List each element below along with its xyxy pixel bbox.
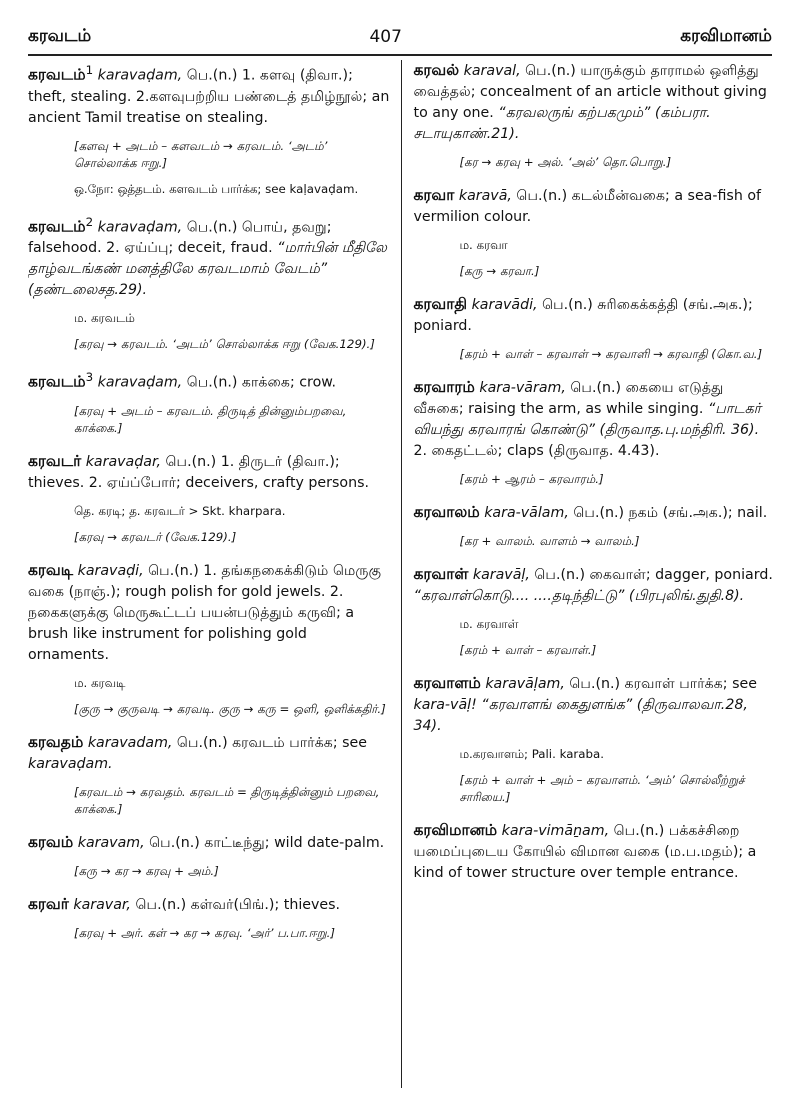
- definition-text-2: 2. கைதட்டல்; claps (திருவாத. 4.43).: [413, 443, 660, 459]
- entry-definition: [414, 185, 777, 228]
- entry-definition: [414, 60, 777, 145]
- definition-text: பெ.(n.) பொய், தவறு; falsehood. 2. ஏய்ப்பு; deceit, fraud.: [28, 219, 332, 257]
- headword: கரவடம்: [28, 65, 86, 84]
- homonym-number: 1: [85, 63, 94, 77]
- transliteration: karavādi,: [471, 297, 538, 313]
- entry-definition: [414, 294, 777, 337]
- transliteration: karavadam,: [87, 735, 173, 752]
- page-header: [28, 24, 772, 50]
- headword: கரவாலம்: [413, 503, 480, 521]
- transliteration: karavaḍam,: [97, 219, 183, 236]
- etymology: [கரவு → கரவடம். ‘அடம்’ சொல்லாக்க ஈறு (வேக.129).]: [74, 337, 375, 352]
- etymology: [கரு → கரவா.]: [459, 264, 540, 278]
- entry-definition: [28, 894, 391, 916]
- entry-definition: [414, 564, 777, 607]
- transliteration: karavāḷam,: [485, 676, 565, 692]
- entry-definition: [414, 820, 777, 884]
- headword: கரவிமானம்: [413, 821, 498, 839]
- definition-text: பெ.(n.) கள்வர்(பிங்.); thieves.: [130, 897, 341, 914]
- transliteration: kara-vimāṉam,: [501, 823, 610, 839]
- etymology: [கர → கரவு + அல். ‘அல்’ தொ.பொறு.]: [459, 155, 672, 169]
- etymology: [குரு → குருவடி → கரவடி. குரு → கரு = ஒளி, ஒளிக்கதிர்.]: [74, 702, 386, 717]
- transliteration: karavaḍam,: [97, 375, 183, 392]
- etymology: [கரவு + அர். கள் → கர → கரவு. ‘அர்’ ப.பா.ஈறு.]: [74, 926, 335, 941]
- header-left-guideword: கரவடம்: [28, 26, 92, 46]
- homonym-number: 3: [85, 370, 94, 385]
- dictionary-entry: [414, 294, 777, 363]
- entry-definition: [28, 832, 391, 854]
- entry-definition: [28, 560, 391, 666]
- definition-text: பெ.(n.) 1. தங்கநகைக்கிடும் மெருகு வகை (நாஞ்.); rough polish for gold jewels. 2. நகைகளுக்கு மெருகூட்டப் பயன்படுத்தும் கருவி; a brush like instrument for polishing gold ornaments.: [28, 563, 382, 664]
- dictionary-entry: [28, 894, 391, 942]
- page-number: 407: [369, 27, 402, 47]
- definition-text: பெ.(n.) காட்டீந்து; wild date-palm.: [144, 835, 385, 852]
- dictionary-entry: [28, 732, 391, 818]
- definition-text: பெ.(n.) கரவடம் பார்க்க; see: [172, 735, 367, 752]
- etymology: [களவு + அடம் – களவடம் → கரவடம். ‘அடம்’ சொல்லாக்க ஈறு.]: [74, 138, 328, 170]
- header-rule: [28, 54, 772, 56]
- entry-definition: [414, 377, 777, 462]
- definition-text: பெ.(n.) யாருக்கும் தாராமல் ஒளித்து வைத்தல்; concealment of an article without giving to any one.: [413, 63, 767, 121]
- dictionary-entry: [414, 185, 777, 280]
- etymology: [கரவு + அடம் – கரவடம். திருடித் தின்னும்பறவை, காக்கை.]: [74, 404, 347, 436]
- entry-definition: [28, 60, 391, 129]
- transliteration: karaval,: [463, 63, 521, 79]
- entry-definition: [28, 367, 391, 394]
- transliteration: karavāḷ,: [472, 567, 530, 583]
- dictionary-entry: [28, 367, 391, 437]
- citation: “கரவலருங் கற்பகமும்” (கம்பரா. சடாயுகாண்.21).: [413, 105, 711, 142]
- definition-text: பெ.(n.) பக்கச்சிறை யமைப்புடைய கோயில் விமான வகை (ம.ப.மதம்); a kind of tower structure over temple entrance.: [413, 823, 757, 881]
- headword: கரவாரம்: [413, 378, 475, 396]
- cognates: ம. கரவடம்: [74, 311, 135, 326]
- definition-text: பெ.(n.) நகம் (சங்.அக.); nail.: [568, 505, 768, 521]
- entry-definition: [28, 732, 391, 775]
- dictionary-entry: [414, 820, 777, 884]
- etymology: [கரம் + வாள் – கரவாள்.]: [459, 643, 597, 657]
- headword: கரவடர்: [28, 452, 82, 471]
- definition-text: பெ.(n.) கடல்மீன்வகை; a sea-fish of vermilion colour.: [413, 188, 761, 225]
- citation: “பாடகர் வியந்து கரவாரங் கொண்டு” (திருவாத.பு.மந்திரி. 36).: [413, 401, 762, 438]
- header-right-guideword: கரவிமானம்: [680, 26, 772, 46]
- definition-text: பெ.(n.) 1. திருடர் (திவா.); thieves. 2. ஏய்ப்போர்; deceivers, crafty persons.: [28, 454, 369, 492]
- headword: கரவம்: [28, 833, 74, 852]
- dictionary-entry: [28, 451, 391, 546]
- entry-definition: [414, 673, 777, 737]
- entry-definition: [28, 451, 391, 494]
- transliteration: karavar,: [73, 897, 131, 914]
- transliteration: karavā,: [458, 188, 512, 204]
- citation: “கரவாள்கொடு.... ....தடிந்திட்டு” (பிரபுலிங்.துதி.8).: [413, 588, 745, 604]
- transliteration: kara-vālam,: [484, 505, 569, 521]
- transliteration: kara-vāram,: [479, 380, 566, 396]
- definition-text: பெ.(n.) சுரிகைக்கத்தி (சங்.அக.); poniard.: [413, 297, 753, 334]
- etymology: [கரவடம் → கரவதம். கரவடம் = திருடித்தின்னும் பறவை, காக்கை.]: [74, 785, 380, 817]
- cognates: ம. கரவடி: [74, 676, 126, 691]
- etymology: [கரு → கர → கரவு + அம்.]: [74, 864, 219, 879]
- etymology: [கரம் + ஆரம் – கரவாரம்.]: [459, 472, 604, 486]
- headword: கரவர்: [28, 895, 69, 914]
- citation: kara-vāḷ! “கரவாளங் கைதுளங்க” (திருவாலவா.28, 34).: [413, 697, 748, 734]
- definition-text: பெ.(n.) கையை எடுத்து வீசுகை; raising the arm, as while singing.: [413, 380, 724, 417]
- definition-text: பெ.(n.) 1. களவு (திவா.); theft, stealing. 2.களவுபற்றிய பண்டைத் தமிழ்நூல்; an ancient Tamil treatise on stealing.: [28, 67, 390, 126]
- transliteration: karavaḍar,: [85, 454, 161, 471]
- headword: கரவாள்: [413, 565, 469, 583]
- transliteration: karavaḍi,: [77, 563, 144, 580]
- headword: கரவல்: [413, 61, 460, 79]
- homonym-number: 2: [85, 214, 94, 229]
- right-column: [401, 60, 777, 1088]
- definition-text: பெ.(n.) காக்கை; crow.: [182, 375, 337, 392]
- cognates: ம. கரவா: [459, 238, 508, 252]
- definition-text: பெ.(n.) கரவாள் பார்க்க; see: [564, 676, 757, 692]
- dictionary-entry: [28, 560, 391, 718]
- dictionary-entry: [414, 673, 777, 806]
- cognates: ம.கரவாளம்; Pali. karaba.: [459, 747, 604, 761]
- headword: கரவா: [413, 186, 455, 204]
- etymology: [கர + வாலம். வாளம் → வாலம்.]: [459, 534, 640, 548]
- headword: கரவதம்: [28, 733, 84, 752]
- etymology: [கரம் + வாள் – கரவாள் → கரவாளி → கரவாதி (கொ.வ.]: [459, 347, 763, 361]
- citation: “மார்பின் மீதிலே தாழ்வடங்கண் மனத்திலே கரவடமாம் வேடம்” (தண்டலைசத.29).: [28, 240, 387, 299]
- transliteration: karavaḍam,: [97, 67, 183, 84]
- etymology: [கரவு → கரவடர் (வேக.129).]: [74, 530, 237, 545]
- left-column: [28, 60, 401, 1088]
- dictionary-entry: [28, 212, 391, 354]
- cognates: தெ. கரடி; த. கரவடர் > Skt. kharpara.: [74, 504, 286, 519]
- transliteration: karavam,: [77, 835, 145, 852]
- dictionary-entry: [414, 60, 777, 171]
- definition-text: பெ.(n.) கைவாள்; dagger, poniard.: [529, 567, 773, 583]
- dictionary-entry: [414, 377, 777, 488]
- headword: கரவடம்: [28, 373, 86, 392]
- headword: கரவடம்: [28, 217, 86, 236]
- dictionary-columns: [28, 60, 776, 1088]
- etymology: [கரம் + வாள் + அம் – கரவாளம். ‘அம்’ சொல்லீற்றுச் சாரியை.]: [459, 773, 745, 804]
- citation: karavaḍam.: [28, 756, 113, 773]
- dictionary-entry: [414, 564, 777, 659]
- headword: கரவாளம்: [413, 674, 481, 692]
- cognates: ம. கரவாள்: [459, 617, 519, 631]
- headword: கரவாதி: [413, 295, 468, 313]
- dictionary-entry: [28, 60, 391, 198]
- entry-definition: [28, 212, 391, 302]
- dictionary-entry: [414, 502, 777, 550]
- entry-definition: [414, 502, 777, 524]
- dictionary-entry: [28, 832, 391, 880]
- headword: கரவடி: [28, 561, 74, 580]
- cognates: ஒ.நோ: ஒத்தடம். களவடம் பார்க்க; see kaḷavaḍam.: [74, 181, 359, 196]
